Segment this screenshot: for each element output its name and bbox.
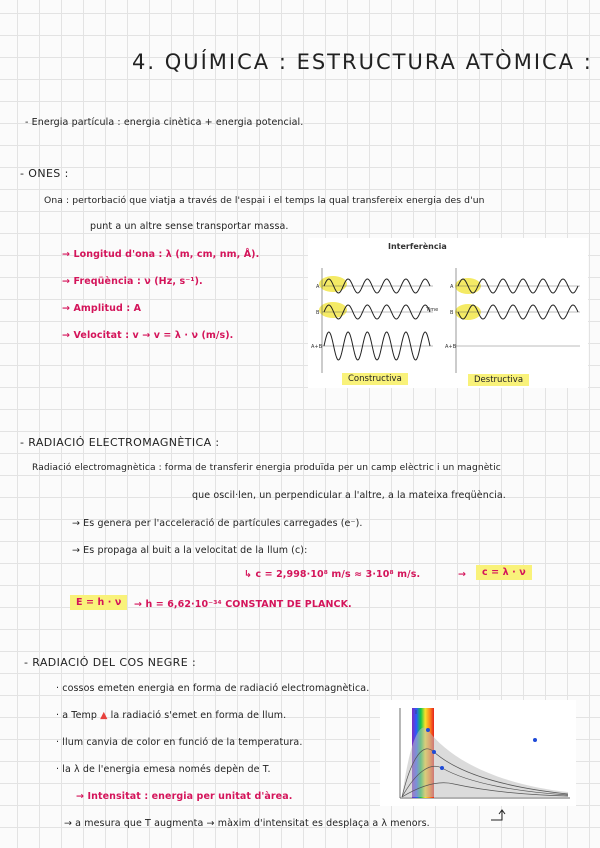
svg-text:A: A [316, 284, 320, 290]
intensitat-definition: → Intensitat : energia per unitat d'àrea. [76, 791, 293, 802]
wave-property-amplitude: → Amplitud : A [62, 303, 142, 314]
cos-negre-line3: · llum canvia de color en funció de la temperatura. [56, 737, 303, 748]
blackbody-spectrum [380, 700, 576, 806]
wave-property-velocity: → Velocitat : v → v = λ · ν (m/s). [62, 330, 234, 341]
cos-negre-line1: · cossos emeten energia en forma de radiació electromagnètica. [56, 683, 370, 694]
time-label: Time [426, 307, 439, 313]
cos-negre-line2-rest: la radiació s'emet en forma de llum. [107, 710, 287, 721]
cos-negre-line4: · la λ de l'energia emesa només depèn de T. [56, 764, 271, 775]
cos-negre-heading: - RADIACIÓ DEL COS NEGRE : [24, 656, 197, 669]
wave-property-frequency: → Freqüència : ν (Hz, s⁻¹). [62, 276, 203, 287]
energy-line: - Energia partícula : energia cinètica + energia potencial. [25, 117, 304, 128]
interference-figure-title: Interferència [388, 242, 447, 251]
cos-negre-line2-start: · a Temp [56, 710, 101, 721]
radiacio-definition-line2: que oscil·len, un perpendicular a l'altre, a la mateixa freqüència. [192, 490, 506, 501]
wave-property-wavelength: → Longitud d'ona : λ (m, cm, nm, Å). [62, 249, 260, 260]
energy-formula: E = h · ν [70, 595, 127, 610]
title-underline [128, 78, 458, 79]
ones-definition-line1: Ona : pertorbació que viatja a través de l'espai i el temps la qual transfereix energia des d'un [44, 195, 485, 206]
c-formula: c = λ · ν [476, 565, 532, 580]
svg-text:A+B: A+B [445, 344, 457, 350]
interference-figure [308, 238, 588, 388]
svg-text:B: B [450, 310, 454, 316]
caption-destructive: Destructiva [468, 374, 529, 386]
blackbody-figure [380, 700, 576, 806]
ones-definition-line2: punt a un altre sense transportar massa. [90, 221, 289, 232]
arrow-up-icon: ▲ [100, 710, 108, 721]
page-title: 4. QUÍMICA : ESTRUCTURA ATÒMICA : [132, 50, 593, 74]
speed-of-light-value: ↳ c = 2,998·10⁸ m/s ≈ 3·10⁸ m/s. [244, 569, 421, 580]
radiacio-definition-line1: Radiació electromagnètica : forma de transferir energia produïda per un camp elèctric i un magnètic [32, 463, 501, 473]
ones-heading: - ONES : [20, 167, 69, 180]
interference-waves [308, 238, 588, 388]
cos-negre-line2 [56, 710, 286, 721]
radiacio-generation: → Es genera per l'acceleració de partícules carregades (e⁻). [72, 518, 363, 529]
svg-text:A+B: A+B [311, 344, 323, 350]
planck-constant: → h = 6,62·10⁻³⁴ CONSTANT DE PLANCK. [134, 599, 352, 610]
caption-constructive: Constructiva [342, 373, 408, 385]
radiacio-heading: - RADIACIÓ ELECTROMAGNÈTICA : [20, 436, 220, 449]
radiacio-propagation: → Es propaga al buit a la velocitat de la llum (c): [72, 545, 308, 556]
speed-arrow: → [458, 569, 467, 580]
return-arrow-icon [490, 808, 508, 822]
svg-text:B: B [316, 310, 320, 316]
cos-negre-last-line: → a mesura que T augmenta → màxim d'intensitat es desplaça a λ menors. [64, 818, 430, 829]
svg-text:A: A [450, 284, 454, 290]
